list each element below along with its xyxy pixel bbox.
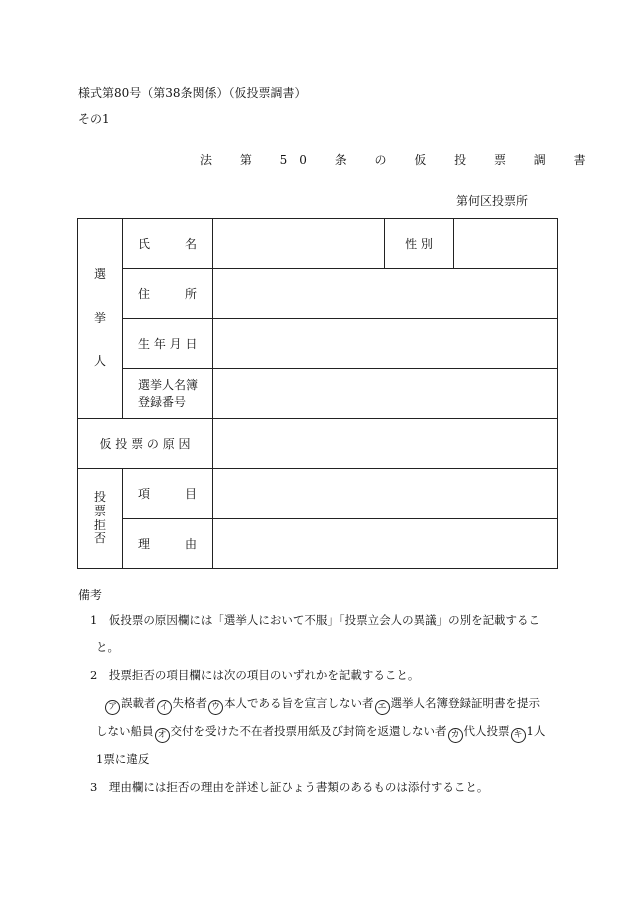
form-number: 様式第80号（第38条関係）（仮投票調書） (78, 86, 307, 100)
circled-a: ア (105, 700, 120, 715)
refusal-items-line1: ア 誤載者 イ 失格者 ウ 本人である旨を宣言しない者 エ 選挙人名簿登録証明書を提示 (104, 696, 540, 715)
name-label: 氏 名 (123, 219, 213, 269)
refusal-items-line3: 1票に違反 (96, 752, 150, 766)
circled-ki: キ (511, 728, 526, 743)
sex-field[interactable] (454, 219, 558, 269)
voter-group-char: 人 (93, 354, 106, 369)
form-part: その1 (78, 112, 110, 126)
refusal-items-line2: しない船員 オ 交付を受けた不在者投票用紙及び封筒を返還しない者 カ 代人投票 キ 1人 (96, 724, 545, 743)
name-field[interactable] (213, 219, 385, 269)
address-field[interactable] (213, 269, 558, 319)
polling-station: 第何区投票所 (456, 194, 529, 208)
cause-field[interactable] (213, 519, 558, 569)
voter-group-char: 挙 (93, 310, 106, 325)
note-1-cont: と。 (96, 640, 119, 654)
provisional-reason-field[interactable] (213, 419, 558, 469)
dob-label: 生 年 月 日 (123, 319, 213, 369)
provisional-reason-label: 仮 投 票 の 原 因 (78, 419, 213, 469)
note-3: 3 理由欄には拒否の理由を詳述し証ひょう書類のあるものは添付すること。 (90, 780, 489, 794)
circled-u: ウ (208, 700, 223, 715)
page-title: 法 第 50 条 の 仮 投 票 調 書 (200, 153, 598, 167)
circled-i: イ (157, 700, 172, 715)
refusal-group-char: 投 (93, 489, 106, 504)
cause-label: 理 由 (123, 519, 213, 569)
circled-o: オ (155, 728, 170, 743)
item-label: 項 目 (123, 469, 213, 519)
voter-group-label (78, 219, 123, 419)
note-1: 1 仮投票の原因欄には「選挙人において不服」「投票立会人の異議」の別を記載するこ (90, 613, 541, 627)
note-2: 2 投票拒否の項目欄には次の項目のいずれかを記載すること。 (90, 668, 420, 682)
item-field[interactable] (213, 469, 558, 519)
refusal-group-char: 否 (93, 531, 106, 546)
address-label: 住 所 (123, 269, 213, 319)
ballot-record-table (77, 218, 558, 569)
register-number-field[interactable] (213, 369, 558, 419)
circled-ka: カ (448, 728, 463, 743)
register-number-label: 選挙人名簿 登録番号 (123, 369, 213, 419)
dob-field[interactable] (213, 319, 558, 369)
voter-group-char: 選 (93, 267, 106, 282)
refusal-group-char: 票 (93, 503, 106, 518)
refusal-group-label (78, 469, 123, 569)
sex-label: 性 別 (385, 219, 454, 269)
remarks-title: 備考 (78, 588, 103, 602)
circled-e: エ (375, 700, 390, 715)
refusal-group-char: 拒 (93, 517, 106, 532)
